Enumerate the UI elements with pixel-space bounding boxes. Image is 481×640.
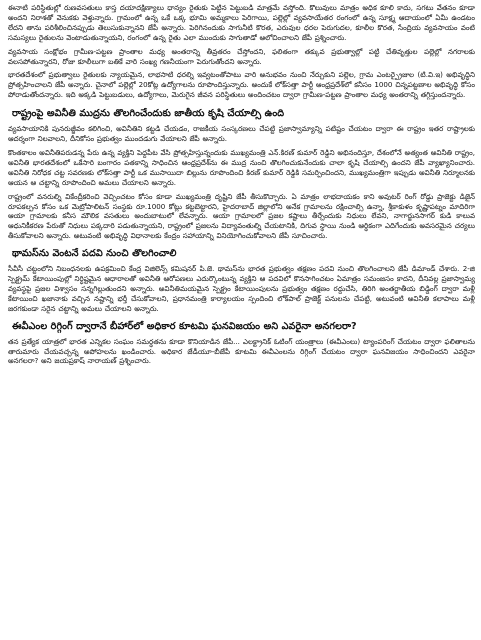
paragraph: కొంతకాలం అవినీతిపరుడన్న పేరు ఉన్న వ్యక్తిని పెద్దపీట వేసి ప్రోత్సహిస్తున్నందుకు ముఖ్యమంత్రి ఎన్.కిరణ్ కుమార్ రెడ్డిని అభినందిస్తూ, దేశంలోనే అత్యంత అవినీతి రాష్ట్రం, అవినీతి భారతదేశంలో ఒకేసారి బంగారం పతకాన్ని సాధించిన ఆంధ్రప్రదేశ్‌ను ఈ ముద్ర నుంచి తొలగించుకునేందుకు చాలా కృషి చేయాల్సి ఉందని జేపీ వ్యాఖ్యానించారు. అవినీతి నిరోధక చట్ట సవరణకు లోక్‌సత్తా పార్టీ ఒక ముసాయిదా బిల్లును రూపొందించి కిరణ్ కుమార్ రెడ్డికి సమర్పించిందని, ముఖ్యమంత్రిగా ఇప్పుడు అవినీతి నిర్మూలనకు ఆయన ఆ చట్టాన్ని రూపొందించి అమలు చేయాలని అన్నారు. <box>8 147 475 187</box>
section-corruption-stamp <box>8 108 475 241</box>
paragraph: వ్యవసాయ సంక్షోభం గ్రామీణ-పట్టణ ప్రాంతాల మధ్య అంతరాన్ని తీవ్రతరం చేస్తోందని, ఫలితంగా తక్కువ ప్రభుత్వాల్లో పట్టి చేతివృత్తుల పల్లెల్లో నగరాలకు వలసపోతున్నారని, రోజు కూలీలుగా బతికే వారి సంఖ్య గణనీయంగా పెరుగుతోందని అన్నారు. <box>8 46 475 66</box>
section-intro <box>8 3 475 100</box>
section-heading: ఈవీఎంల రిగ్గింగ్ ద్వారానే బీహార్‌లో అధికార కూటమి ఘనవిజయం అని ఎవరైనా అనగలరా? <box>12 320 357 332</box>
section-heading: థామస్‌ను వెంటనే పదవి నుంచి తొలగించాలి <box>12 248 177 260</box>
paragraph: వ్యవసాయానికి పునరుజ్జీవం కలిగించి, అవినీతిని కట్టడి చేయడం, రాజకీయ సంస్కరణలు చేపట్టి ప్రజాస్వామ్యాన్ని పటిష్టం చేయటం ద్వారా ఈ రాష్ట్రం ఇతర రాష్ట్రాలకు ఆదర్శంగా నిలవాలని, దీనికోసం ప్రభుత్వం ముందడుగు వేయాలని జేపీ అన్నారు. <box>8 124 475 144</box>
section-thomas <box>8 248 475 314</box>
paragraph: సీవీసీ చట్టంలోని నిబంధనలకు ఉపక్రమించి కేంద్ర విజిలెన్స్ కమిషనర్ పి.జె. థామస్‌ను భారత ప్రభుత్వం తక్షణం పదవి నుంచి తొలగించాలని జేపీ డిమాండ్ చేశారు. 2-జి స్పెక్ట్రమ్ కేటాయింపుల్లో నిర్ధిష్టమైన ఆధారాలతో అవినీతి ఆరోపణలు ఎదుర్కొంటున్న వ్యక్తిని ఆ పదవిలో కొనసాగించటం ఏమాత్రం సమంజసం కాదని, దీనివల్ల ప్రజాస్వామ్య వ్యవస్థపై ప్రజల విశ్వాసం సన్నగిల్లుతుందని అన్నారు. అవినీతిమయమైన స్పెక్ట్రం కేటాయింపులను ప్రభుత్వం తక్షణం రద్దుచేసి, తిరిగి అంతర్జాతీయ బిడ్డింగ్ ద్వారా మళ్లీ కేటాయించి ఖజానాకు వచ్చిన నష్టాన్ని భర్తీ చేసుకోవాలని, ప్రధానమంత్రి కార్యాలయం స్పందించి లోక్‌పాల్ ప్రాజెక్ట్ పనులను చేపట్టి, అటువంటి అవినీతి కలాపాలు మళ్లీ జరగకుండా సరైన చట్టాన్ని అమలు చేయాలని అన్నారు. <box>8 264 475 313</box>
paragraph: ఈనాటి పరిస్థితుల్లో రుణవసతులు కాస్త దయాదక్షిణ్యాలు ధాన్యం రైతుకు పెట్టిన పెట్టుబడి మాత్రమే వస్తోంది. కొలువులు మాత్రం అధిక కూలి కాదు, సగటు వేతనం కూడా అందని నిరాశతో వెనుకకు వెళ్తున్నారు. గ్రామంలో ఉన్న ఒకే ఒక్క భూమి అమ్మకాలు పెరిగాయి, పల్లెల్లో వ్యవసాయేతర రంగంలో ఉన్న సూక్ష్మ ఆదాయంలో ఏమీ ఉండటం లేదని తాను పరిశీలించినప్పుడు తెలుసుకున్నానని జేపీ అన్నారు. పెరిగినందుకు సాగునీటి కొరత, ఎరువుల ధరల పెరుగుదల, కూలీల కొరత, సేంద్రియ వ్యవసాయం వంటి సమస్యలు రైతులను వెంటాడుతున్నాయని, రంగంలో ఉన్న రైతు ఎలా ముందుకు సాగుతాడో ఆలోచించాలని జేపీ ప్రశ్నించారు. <box>8 3 475 42</box>
section-evm-bihar <box>8 321 475 367</box>
paragraph: భారతదేశంలో ప్రభుత్వాలు రైతులకు న్యాయమైన, లాభసాటి ధరల్ని ఇవ్వటంతోపాటు వారి అనుభవం నుంచి నేర్చుకుని పల్లెల, గ్రామ ఎంటర్ప్రైజుల (టి.వి.ఇ) అభివృద్ధిని ప్రోత్సహించాలని జేపీ అన్నారు. చైనాలో పల్లెల్లో 20కోట్ల ఉద్యోగాలను రూపొందిస్తున్నారు. అందుకే లోక్‌సత్తా పార్టీ ఆంధ్రప్రదేశ్‌లో కనీసం 1000 చిన్నపట్టణాల అభివృద్ధి కోసం పోరాడుతోందన్నారు. ఇది అక్కడి పెట్టుబడులు, ఉద్యోగాలు, మెరుగైన జీవన పరిస్థితులు అందించటం ద్వారా గ్రామీణ-పట్టణ ప్రాంతాల మధ్య అంతరాన్ని తగ్గిస్తుందన్నారు. <box>8 70 475 100</box>
paragraph: రాష్ట్రంలో వనరుల్ని వికేంద్రీకరించి వెచ్చించటం కోసం కూడా ముఖ్యమంత్రి దృష్టిని జేపీ తీసుకొచ్చారు. ఏ మాత్రం లాభదాయకం కాని అవుటర్ రింగ్ రోడ్డు ప్రాజెక్టు డిజైన్ రూపకల్పన కోసం ఒక మెట్రోపాలిటన్ సంస్థకు రూ.1000 కోట్లు కట్టబెట్టారని, హైదరాబాద్ జిల్లాలోని అనేక గ్రామాలను రక్షించాల్సి ఉన్నా, శ్రీకాకుళం కృష్ణాపట్నం మాదిరిగా ఆయా గ్రామాలకు కనీస మౌలిక వసతులు అందుబాటులో లేవన్నారు. ఆయా గ్రామాలలో ప్రజల కష్టాలు తీర్చేందుకు నిధులు లేవని, నాగార్జునసాగర్ కుడి కాలువ ఆధునికీకరణ పేరుతో నిధులు పక్కదారి పడుతున్నాయని, రాష్ట్రంలో ప్రజలను విద్యావంతుల్ని చేయటానికి, దిగువ స్థాయి నుండి ఆర్థికంగా ఎదిగేందుకు అవసరమైన చర్యలు తీసుకోవాలని అన్నారు. అటువంటి అభివృద్ధి విధానాలకు కేంద్రం సహాయాన్ని వినియోగించుకోవాలని జేపీ సూచించారు. <box>8 191 475 241</box>
paragraph: తన ప్రత్యేక యాత్రలో భారత ఎన్నికల సంఘం సమర్థతను కూడా కొనియాడిన జేపీ... ఎలక్ట్రానిక్ ఓటింగ్ యంత్రాలు (ఈవీఎంలు) ట్యాంపరింగ్ చేయటం ద్వారా ఫలితాలను తారుమారు చేయవచ్చన్న అపోహలను ఖండించారు. అధికార జేడీయూ-బీజేపీ కూటమి ఈవీఎంలను రిగ్గింగ్ చేయటం ద్వారా ఘనవిజయం సాధించిందని ఎవరైనా అనగలరా? అని జయప్రకాష్ నారాయణ్ ప్రశ్నించారు. <box>8 336 475 366</box>
section-heading: రాష్ట్రంపై అవినీతి ముద్రను తొలగించేందుకు జాతీయ కృషి చేయాల్సి ఉంది <box>12 108 285 120</box>
